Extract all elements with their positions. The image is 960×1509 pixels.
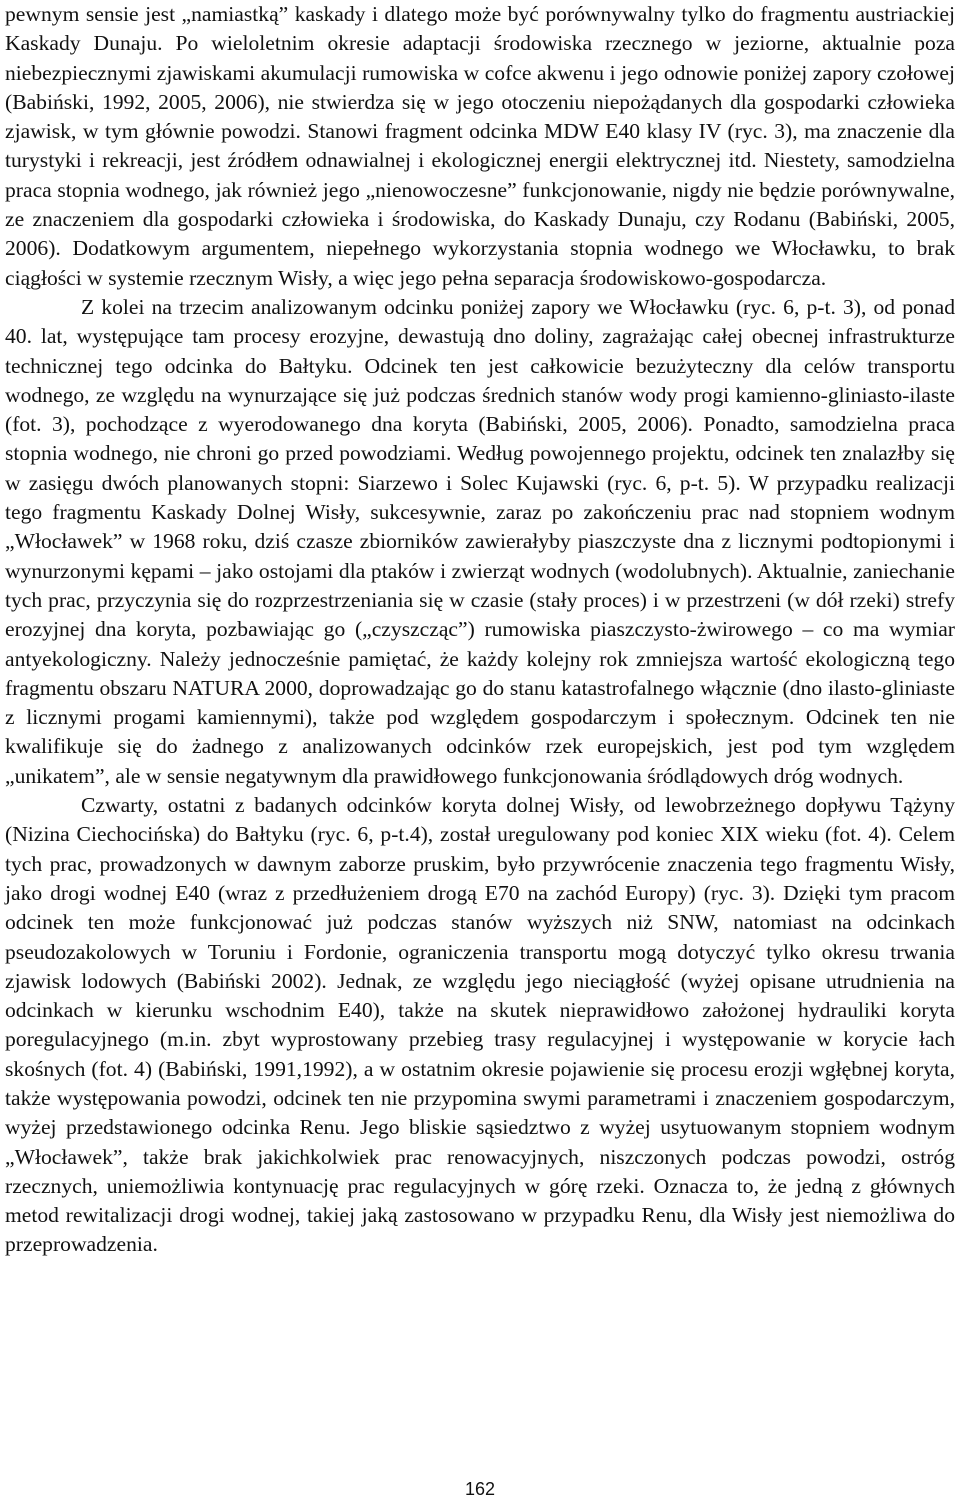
document-page xyxy=(5,0,955,1260)
paragraph-fourth-section: Czwarty, ostatni z badanych odcinków koryta dolnej Wisły, od lewobrzeżnego dopływu Tążyny (Nizina Ciechocińska) do Bałtyku (ryc. 6, p-t.4), został uregulowany pod koniec XIX wieku (fot. 4). Celem tych prac, prowadzonych w dawnym zaborze pruskim, było przywrócenie znaczenia tego fragmentu Wisły, jako drogi wodnej E40 (wraz z przedłużeniem drogą E70 na zachód Europy) (ryc. 3). Dzięki tym pracom odcinek ten może funkcjonować już podczas stanów wyższych niż SNW, natomiast na odcinkach pseudozakolowych w Toruniu i Fordonie, ograniczenia transportu mogą dotyczyć tylko okresu trwania zjawisk lodowych (Babiński 2002). Jednak, ze względu jego nieciągłość (wyżej opisane utrudnienia na odcinkach w kierunku wschodnim E40), także na skutek nieprawidłowo założonej hydrauliki koryta poregulacyjnego (m.in. zbyt wyprostowany przebieg trasy regulacyjnej i występowanie w korycie łach skośnych (fot. 4) (Babiński, 1991,1992), a w ostatnim okresie pojawienie się procesu erozji wgłębnej koryta, także występowania powodzi, odcinek ten nie przypomina swymi parametrami i znaczeniem gospodarczym, wyżej przedstawionego odcinka Renu. Jego bliskie sąsiedztwo z wyżej usytuowanym stopniem wodnym „Włocławek”, także brak jakichkolwiek prac renowacyjnych, niszczonych podczas powodzi, ostróg rzecznych, uniemożliwia kontynuację prac regulacyjnych w górę rzeki. Oznacza to, że jedną z głównych metod rewitalizacji drogi wodnej, takiej jaką zastosowano w przypadku Renu, dla Wisły jest niemożliwa do przeprowadzenia. xyxy=(5,793,955,1257)
paragraph-third-section: Z kolei na trzecim analizowanym odcinku poniżej zapory we Włocławku (ryc. 6, p-t. 3), od ponad 40. lat, występujące tam procesy erozyjne, dewastują dno doliny, zagrażając całej obecnej infrastrukturze technicznej tego odcinka do Bałtyku. Odcinek ten jest całkowicie bezużyteczny dla celów transportu wodnego, ze względu na wynurzające się już podczas średnich stanów wody progi kamienno-gliniasto-ilaste (fot. 3), pochodzące z wyerodowanego dna koryta (Babiński, 2005, 2006). Ponadto, samodzielna praca stopnia wodnego, nie chroni go przed powodziami. Według powojennego projektu, odcinek ten znalazłby się w zasięgu dwóch planowanych stopni: Siarzewo i Solec Kujawski (ryc. 6, p-t. 5). W przypadku realizacji tego fragmentu Kaskady Dolnej Wisły, sukcesywnie, zaraz po zakończeniu prac nad stopniem wodnym „Włocławek” w 1968 roku, dziś czasze zbiorników zawierałyby piaszczyste dna z licznymi podtopionymi i wynurzonymi kępami – jako ostojami dla ptaków i zwierząt wodnych (wodolubnych). Aktualnie, zaniechanie tych prac, przyczynia się do rozprzestrzeniania się w czasie (stały proces) i w przestrzeni (w dół rzeki) strefy erozyjnej dna koryta, pozbawiając go („czyszcząc”) rumowiska piaszczysto-żwirowego – co ma wymiar antyekologiczny. Należy jednocześnie pamiętać, że każdy kolejny rok zmniejsza wartość ekologiczną tego fragmentu obszaru NATURA 2000, doprowadzając go do stanu katastrofalnego włącznie (dno ilasto-gliniaste z licznymi progami kamiennymi), także pod względem gospodarczym i społecznym. Odcinek ten nie kwalifikuje się do żadnego z analizowanych odcinków rzek europejskich, jest pod tym względem „unikatem”, ale w sensie negatywnym dla prawidłowego funkcjonowania śródlądowych dróg wodnych. xyxy=(5,294,955,788)
paragraph-continuation: pewnym sensie jest „namiastką” kaskady i dlatego może być porównywalny tylko do fragmentu austriackiej Kaskady Dunaju. Po wieloletnim okresie adaptacji środowiska rzecznego w jeziorne, aktualnie poza niebezpiecznymi zjawiskami akumulacji rumowiska w cofce akwenu i jego odnowie poniżej zapory czołowej (Babiński, 1992, 2005, 2006), nie stwierdza się w jego otoczeniu niepożądanych dla gospodarki człowieka zjawisk, w tym głównie powodzi. Stanowi fragment odcinka MDW E40 klasy IV (ryc. 3), ma znaczenie dla turystyki i rekreacji, jest źródłem odnawialnej i ekologicznej energii elektrycznej itd. Niestety, samodzielna praca stopnia wodnego, jak również jego „nienowoczesne” funkcjonowanie, nigdy nie będzie porównywalne, ze znaczeniem dla gospodarki człowieka i środowiska, do Kaskady Dunaju, czy Rodanu (Babiński, 2005, 2006). Dodatkowym argumentem, niepełnego wykorzystania stopnia wodnego we Włocławku, to brak ciągłości w systemie rzecznym Wisły, a więc jego pełna separacja środowiskowo-gospodarcza. xyxy=(5,2,955,290)
page-number: 162 xyxy=(464,1479,496,1499)
